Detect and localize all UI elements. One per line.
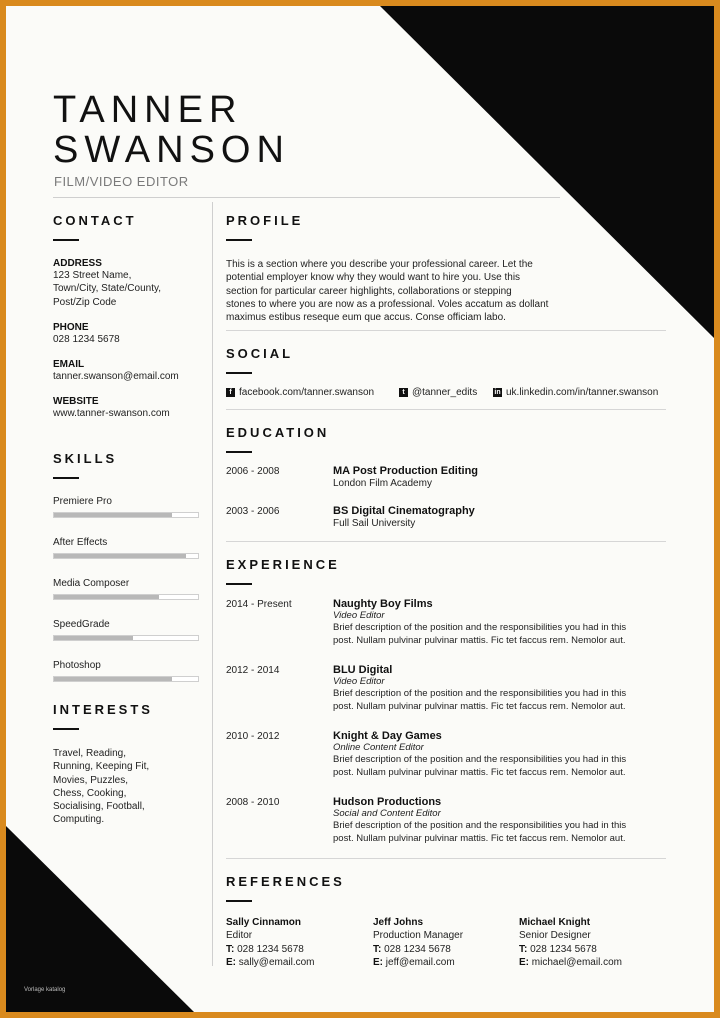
header-divider: [53, 197, 560, 198]
skills-section: [53, 451, 203, 682]
skill-item: [53, 619, 203, 641]
experience-dates: 2012 - 2014: [226, 665, 280, 676]
social-link-text: uk.linkedin.com/in/tanner.swanson: [506, 387, 659, 398]
education-dates: 2006 - 2008: [226, 466, 280, 477]
column-divider: [212, 202, 213, 966]
interests-line: Chess, Cooking,: [53, 787, 127, 799]
skill-bar: [53, 676, 199, 682]
address-line: Post/Zip Code: [53, 296, 117, 308]
experience-dates: 2008 - 2010: [226, 797, 280, 808]
section-divider: [226, 541, 666, 542]
skill-name: After Effects: [53, 537, 108, 548]
reference-email[interactable]: sally@email.com: [238, 956, 315, 968]
section-underline: [53, 728, 79, 730]
skill-bar-fill: [54, 636, 133, 640]
skill-name: Photoshop: [53, 660, 101, 671]
skill-item: [53, 496, 203, 518]
email-prefix: E:: [373, 956, 383, 968]
skill-item: [53, 660, 203, 682]
experience-description: post. Nullam pulvinar pulvinar mattis. Fic tet faccus rem. Nemolor aut.: [333, 701, 626, 713]
experience-role: Video Editor: [333, 676, 385, 687]
interests-line: Running, Keeping Fit,: [53, 761, 150, 773]
education-school: Full Sail University: [333, 518, 416, 529]
profile-line: potential employer know why they would want to hire you. Use this: [226, 272, 521, 284]
reference-title: Editor: [226, 930, 253, 942]
email-prefix: E:: [226, 956, 236, 968]
interests-line: Movies, Puzzles,: [53, 774, 129, 786]
section-underline: [226, 900, 252, 902]
skill-bar: [53, 553, 199, 559]
experience-company: Hudson Productions: [333, 796, 442, 808]
twitter-icon: t: [399, 388, 408, 397]
skill-bar-fill: [54, 513, 172, 517]
references-heading: REFERENCES: [226, 874, 345, 889]
social-facebook-link[interactable]: [226, 387, 374, 398]
website-label: WEBSITE: [53, 396, 99, 408]
reference-title: Senior Designer: [519, 930, 591, 942]
address-line: Town/City, State/County,: [53, 283, 162, 295]
interests-line: Computing.: [53, 814, 105, 826]
education-section: [226, 425, 666, 453]
linkedin-icon: in: [494, 389, 501, 396]
references-section: [226, 874, 666, 902]
social-linkedin-link[interactable]: [493, 387, 658, 398]
skill-bar: [53, 512, 199, 518]
address-label: ADDRESS: [53, 258, 102, 269]
skill-item: [53, 537, 203, 559]
skill-name: Media Composer: [53, 578, 130, 589]
skill-name: SpeedGrade: [53, 619, 110, 630]
last-name: SWANSON: [53, 129, 290, 171]
reference-phone: 028 1234 5678: [384, 943, 451, 955]
reference-name: Jeff Johns: [373, 917, 424, 928]
section-divider: [226, 858, 666, 859]
education-degree: BS Digital Cinematography: [333, 505, 475, 517]
experience-dates: 2010 - 2012: [226, 731, 280, 742]
interests-line: Socialising, Football,: [53, 801, 145, 813]
interests-line: Travel, Reading,: [53, 748, 126, 759]
address-line: 123 Street Name,: [53, 270, 132, 281]
profile-line: maximus estibus reseque eum que accus. Conse officiam labo.: [226, 312, 506, 324]
experience-section: [226, 557, 666, 585]
reference-item: [226, 916, 366, 969]
experience-description: post. Nullam pulvinar pulvinar mattis. Fic tet faccus rem. Nemolor aut.: [333, 635, 626, 647]
profile-heading: PROFILE: [226, 213, 304, 228]
reference-email[interactable]: michael@email.com: [531, 956, 622, 968]
phone-prefix: T:: [519, 943, 528, 955]
section-underline: [226, 239, 252, 241]
skill-name: Premiere Pro: [53, 496, 112, 507]
social-heading: SOCIAL: [226, 346, 294, 361]
experience-description: post. Nullam pulvinar pulvinar mattis. Fic tet faccus rem. Nemolor aut.: [333, 767, 626, 779]
contact-heading: CONTACT: [53, 213, 137, 228]
experience-role: Video Editor: [333, 610, 385, 621]
experience-role: Online Content Editor: [333, 742, 424, 753]
phone-label: PHONE: [53, 321, 89, 333]
social-section: [226, 346, 666, 374]
experience-description: post. Nullam pulvinar pulvinar mattis. Fic tet faccus rem. Nemolor aut.: [333, 833, 626, 845]
section-underline: [226, 372, 252, 374]
education-dates: 2003 - 2006: [226, 506, 280, 517]
resume-page: [6, 6, 714, 1012]
experience-company: Naughty Boy Films: [333, 598, 433, 610]
experience-company: Knight & Day Games: [333, 730, 442, 742]
email-prefix: E:: [519, 956, 529, 968]
section-underline: [226, 583, 252, 585]
skills-heading: SKILLS: [53, 451, 118, 466]
experience-dates: 2014 - Present: [226, 599, 292, 610]
reference-name: Sally Cinnamon: [226, 917, 302, 928]
reference-email[interactable]: jeff@email.com: [385, 956, 455, 968]
skill-item: [53, 578, 203, 600]
education-school: London Film Academy: [333, 478, 432, 489]
experience-heading: EXPERIENCE: [226, 557, 340, 572]
watermark-text: Vorlage katalog: [24, 987, 66, 993]
skill-bar-fill: [54, 677, 172, 681]
experience-description: Brief description of the position and the responsibilities you had in this: [333, 754, 627, 765]
phone-prefix: T:: [226, 943, 235, 955]
skill-bar-fill: [54, 595, 159, 599]
email-label: EMAIL: [53, 359, 85, 371]
reference-item: [373, 916, 513, 969]
profile-line: section for particular career highlights, collaborations or stepping: [226, 285, 512, 297]
phone-value: 028 1234 5678: [53, 333, 120, 345]
social-link-text: @tanner_edits: [412, 387, 478, 398]
social-twitter-link[interactable]: [399, 387, 477, 398]
interests-section: [53, 702, 203, 827]
first-name: TANNER: [53, 89, 243, 131]
name-heading: [53, 90, 290, 170]
education-degree: MA Post Production Editing: [333, 465, 479, 477]
reference-title: Production Manager: [373, 930, 464, 942]
section-divider: [226, 409, 666, 410]
section-underline: [53, 239, 79, 241]
phone-prefix: T:: [373, 943, 382, 955]
email-link[interactable]: tanner.swanson@email.com: [53, 371, 179, 383]
experience-description: Brief description of the position and the responsibilities you had in this: [333, 688, 627, 699]
section-underline: [226, 451, 252, 453]
experience-description: Brief description of the position and the responsibilities you had in this: [333, 622, 627, 633]
profile-line: stones to where you are now as a professional. Voles accatum as dollant: [226, 298, 549, 310]
skill-bar-fill: [54, 554, 186, 558]
facebook-icon: f: [226, 388, 235, 397]
job-title: FILM/VIDEO EDITOR: [54, 174, 189, 189]
experience-description: Brief description of the position and the responsibilities you had in this: [333, 820, 627, 831]
experience-role: Social and Content Editor: [333, 808, 441, 819]
reference-name: Michael Knight: [519, 917, 591, 928]
profile-line: This is a section where you describe your professional career. Let the: [226, 259, 533, 270]
experience-company: BLU Digital: [333, 664, 393, 676]
reference-item: [519, 916, 669, 969]
social-link-text: facebook.com/tanner.swanson: [239, 387, 375, 398]
website-link[interactable]: www.tanner-swanson.com: [53, 408, 170, 420]
skill-bar: [53, 635, 199, 641]
profile-section: [226, 213, 666, 324]
contact-section: [53, 213, 203, 421]
reference-phone: 028 1234 5678: [237, 943, 304, 955]
skill-bar: [53, 594, 199, 600]
interests-heading: INTERESTS: [53, 702, 153, 717]
section-divider: [226, 330, 666, 331]
education-heading: EDUCATION: [226, 425, 330, 440]
section-underline: [53, 477, 79, 479]
reference-phone: 028 1234 5678: [530, 943, 597, 955]
